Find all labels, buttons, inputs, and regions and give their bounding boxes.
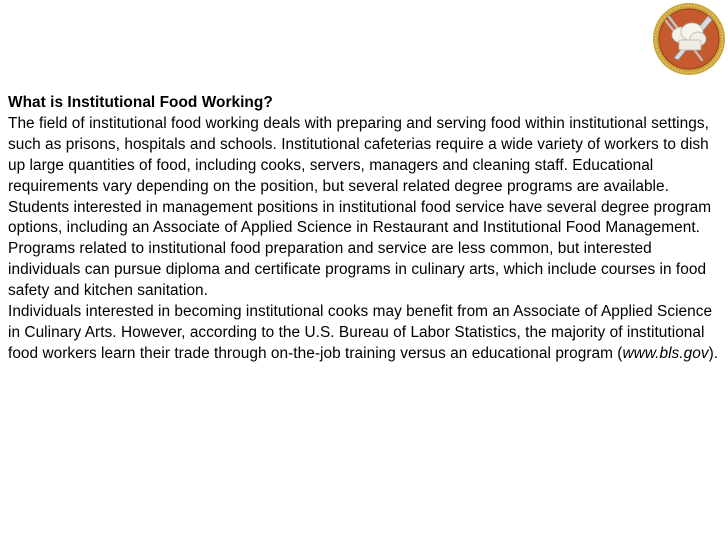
merit-badge-icon [652, 2, 726, 76]
paragraph-1: The field of institutional food working deals with preparing and serving food within institutional settings, such as prisons, hospitals and schools. Institutional cafeterias require a wide variety of workers to dish up large quantities of food, including cooks, servers, managers and cleaning staff. Educational requirements vary depending on the position, but several related degree programs are available. [8, 114, 709, 195]
paragraph-3 [8, 302, 720, 365]
bls-link[interactable]: www.bls.gov [622, 344, 709, 362]
paragraph-3-text: Individuals interested in becoming institutional cooks may benefit from an Associate of Applied Science in Culinary Arts. However, according to the U.S. Bureau of Labor Statistics, the majority of institutional food workers learn their trade through on-the-job training versus an educational program ( [8, 303, 713, 362]
heading: What is Institutional Food Working? [8, 94, 273, 111]
paragraph-2: Students interested in management positions in institutional food service have several degree program options, including an Associate of Applied Science in Restaurant and Institutional Food Management. Programs related to institutional food preparation and service are less common, but interested individuals can pursue diploma and certificate programs in culinary arts, which include courses in food safety and kitchen sanitation. [8, 198, 712, 300]
paragraph-3-end: ). [708, 344, 719, 362]
slide-text [8, 93, 720, 365]
